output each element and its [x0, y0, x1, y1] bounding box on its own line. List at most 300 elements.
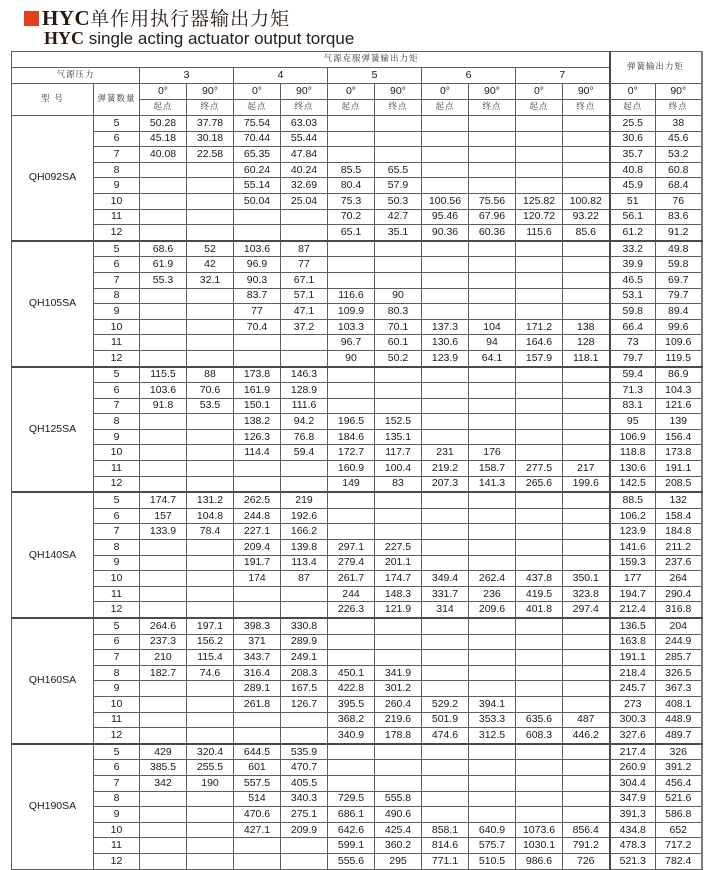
torque-value: 50.04	[234, 193, 281, 209]
torque-value: 301.2	[375, 681, 422, 697]
torque-value: 103.6	[140, 383, 187, 399]
title-chinese	[24, 4, 354, 30]
torque-value	[469, 147, 516, 163]
torque-value: 237.6	[656, 555, 702, 571]
torque-value	[422, 178, 469, 194]
start-point-header: 起点	[610, 100, 656, 116]
spring-output-header: 弹簧输出力矩	[610, 52, 702, 84]
torque-value	[469, 116, 516, 132]
torque-value	[187, 571, 234, 587]
spring-count: 12	[94, 602, 140, 618]
torque-value: 45.6	[656, 131, 702, 147]
torque-value: 157.9	[516, 350, 563, 366]
angle-0-header: 0°	[610, 84, 656, 100]
torque-value: 56.1	[610, 209, 656, 225]
torque-value: 60.36	[469, 225, 516, 241]
torque-value: 50.28	[140, 116, 187, 132]
torque-value: 118.8	[610, 445, 656, 461]
torque-value	[516, 775, 563, 791]
spring-count: 6	[94, 760, 140, 776]
torque-value	[422, 414, 469, 430]
torque-value: 73	[610, 335, 656, 351]
torque-value	[281, 209, 328, 225]
torque-value	[469, 650, 516, 666]
torque-value: 434.8	[610, 822, 656, 838]
torque-value: 70.4	[234, 319, 281, 335]
torque-value: 521.3	[610, 853, 656, 869]
torque-value	[375, 257, 422, 273]
torque-value: 65.35	[234, 147, 281, 163]
torque-value: 116.6	[328, 288, 375, 304]
torque-value: 686.1	[328, 807, 375, 823]
torque-value: 297.1	[328, 540, 375, 556]
torque-value: 106.2	[610, 508, 656, 524]
torque-value	[187, 838, 234, 854]
torque-value: 113.4	[281, 555, 328, 571]
table-row	[12, 131, 702, 147]
torque-value	[422, 508, 469, 524]
torque-value	[563, 131, 610, 147]
torque-value	[328, 147, 375, 163]
torque-value	[422, 398, 469, 414]
torque-value: 771.1	[422, 853, 469, 869]
spring-count: 8	[94, 665, 140, 681]
pressure-3: 3	[140, 68, 234, 84]
torque-value: 586.8	[656, 807, 702, 823]
spring-count: 9	[94, 807, 140, 823]
torque-value	[140, 225, 187, 241]
torque-value	[422, 791, 469, 807]
torque-value: 289.9	[281, 634, 328, 650]
model-name: QH190SA	[12, 744, 94, 869]
torque-value	[469, 429, 516, 445]
torque-value	[516, 492, 563, 508]
torque-value	[516, 634, 563, 650]
torque-value: 297.4	[563, 602, 610, 618]
torque-value	[516, 791, 563, 807]
model-name: QH140SA	[12, 492, 94, 618]
torque-value	[469, 272, 516, 288]
torque-value	[563, 288, 610, 304]
torque-value	[328, 634, 375, 650]
torque-value	[469, 807, 516, 823]
torque-value	[140, 602, 187, 618]
torque-value: 59.4	[281, 445, 328, 461]
spring-count: 12	[94, 225, 140, 241]
torque-value	[422, 131, 469, 147]
torque-value	[516, 744, 563, 760]
torque-value	[140, 335, 187, 351]
torque-value	[516, 241, 563, 257]
torque-value: 106.9	[610, 429, 656, 445]
torque-value: 191.7	[234, 555, 281, 571]
torque-value: 394.1	[469, 696, 516, 712]
torque-value	[187, 414, 234, 430]
torque-value: 347.9	[610, 791, 656, 807]
torque-value: 148.3	[375, 586, 422, 602]
torque-value: 95	[610, 414, 656, 430]
torque-value	[516, 681, 563, 697]
air-overcome-spring-header: 气源克服弹簧输出力矩	[12, 52, 610, 68]
torque-value: 90.3	[234, 272, 281, 288]
torque-value: 199.6	[563, 476, 610, 492]
torque-value: 132	[656, 492, 702, 508]
torque-value: 210	[140, 650, 187, 666]
table-row	[12, 383, 702, 399]
torque-value: 173.8	[656, 445, 702, 461]
start-point-header: 起点	[516, 100, 563, 116]
torque-value: 1073.6	[516, 822, 563, 838]
torque-value	[187, 288, 234, 304]
torque-value: 184.6	[328, 429, 375, 445]
spring-count: 8	[94, 540, 140, 556]
torque-value	[375, 618, 422, 634]
torque-value: 70.44	[234, 131, 281, 147]
table-row	[12, 492, 702, 508]
torque-value: 90.36	[422, 225, 469, 241]
torque-value	[422, 634, 469, 650]
spring-count: 9	[94, 304, 140, 320]
torque-value	[140, 791, 187, 807]
torque-value: 85.5	[328, 162, 375, 178]
torque-value: 601	[234, 760, 281, 776]
torque-value	[281, 728, 328, 744]
torque-value	[187, 162, 234, 178]
torque-value	[422, 162, 469, 178]
torque-value: 172.7	[328, 445, 375, 461]
torque-value	[422, 775, 469, 791]
torque-value	[563, 744, 610, 760]
torque-value: 182.7	[140, 665, 187, 681]
torque-value	[140, 304, 187, 320]
torque-value	[563, 367, 610, 383]
torque-value	[328, 367, 375, 383]
torque-value	[187, 304, 234, 320]
angle-90-header: 90°	[563, 84, 610, 100]
end-point-header: 终点	[469, 100, 516, 116]
torque-value: 227.1	[234, 524, 281, 540]
torque-value	[422, 524, 469, 540]
torque-value: 35.1	[375, 225, 422, 241]
torque-value: 61.2	[610, 225, 656, 241]
torque-value: 350.1	[563, 571, 610, 587]
torque-value	[375, 383, 422, 399]
torque-value	[469, 162, 516, 178]
torque-value	[234, 335, 281, 351]
torque-value: 83.6	[656, 209, 702, 225]
torque-value: 478.3	[610, 838, 656, 854]
torque-value	[563, 791, 610, 807]
torque-value: 521.6	[656, 791, 702, 807]
torque-value: 57.9	[375, 178, 422, 194]
torque-value: 470.6	[234, 807, 281, 823]
spring-count: 10	[94, 319, 140, 335]
torque-value: 237.3	[140, 634, 187, 650]
torque-value	[469, 760, 516, 776]
torque-value	[469, 744, 516, 760]
torque-value	[187, 853, 234, 869]
table-row	[12, 461, 702, 477]
spring-count: 11	[94, 712, 140, 728]
air-pressure-label: 气源压力	[12, 68, 140, 84]
spring-count: 9	[94, 429, 140, 445]
torque-value	[516, 131, 563, 147]
torque-value	[469, 131, 516, 147]
torque-value: 88.5	[610, 492, 656, 508]
torque-table	[11, 51, 703, 870]
red-square-icon	[24, 11, 39, 26]
torque-value	[516, 508, 563, 524]
torque-value: 208.3	[281, 665, 328, 681]
torque-value: 487	[563, 712, 610, 728]
torque-value	[328, 524, 375, 540]
torque-value	[422, 241, 469, 257]
torque-value	[422, 665, 469, 681]
torque-value: 277.5	[516, 461, 563, 477]
torque-value	[422, 555, 469, 571]
title-cn-text: 单作用执行器输出力矩	[90, 7, 291, 30]
spring-count: 6	[94, 508, 140, 524]
torque-value: 75.3	[328, 193, 375, 209]
torque-value	[469, 775, 516, 791]
torque-value: 68.4	[656, 178, 702, 194]
torque-value	[563, 492, 610, 508]
torque-value: 316.8	[656, 602, 702, 618]
torque-value: 51	[610, 193, 656, 209]
torque-value: 197.1	[187, 618, 234, 634]
torque-value: 86.9	[656, 367, 702, 383]
torque-value: 74.6	[187, 665, 234, 681]
torque-value: 37.78	[187, 116, 234, 132]
torque-value: 87	[281, 241, 328, 257]
spring-count: 8	[94, 162, 140, 178]
torque-value	[187, 712, 234, 728]
torque-value: 40.08	[140, 147, 187, 163]
torque-value: 138.2	[234, 414, 281, 430]
torque-value: 71.3	[610, 383, 656, 399]
torque-value: 50.2	[375, 350, 422, 366]
torque-value: 1030.1	[516, 838, 563, 854]
torque-value: 208.5	[656, 476, 702, 492]
angle-0-header: 0°	[328, 84, 375, 100]
torque-value	[140, 681, 187, 697]
torque-value	[140, 445, 187, 461]
torque-value	[516, 116, 563, 132]
spring-count: 6	[94, 383, 140, 399]
torque-value	[328, 272, 375, 288]
torque-value	[375, 775, 422, 791]
torque-value	[140, 288, 187, 304]
torque-value	[375, 116, 422, 132]
torque-value	[422, 760, 469, 776]
torque-value: 125.82	[516, 193, 563, 209]
spring-count: 8	[94, 791, 140, 807]
torque-value: 391.2	[656, 760, 702, 776]
torque-value: 49.8	[656, 241, 702, 257]
torque-value: 111.6	[281, 398, 328, 414]
torque-value: 304.4	[610, 775, 656, 791]
torque-value: 260.9	[610, 760, 656, 776]
torque-value	[187, 319, 234, 335]
pressure-5: 5	[328, 68, 422, 84]
torque-value: 341.9	[375, 665, 422, 681]
torque-value: 93.22	[563, 209, 610, 225]
torque-value: 448.9	[656, 712, 702, 728]
spring-count: 5	[94, 744, 140, 760]
torque-value: 128	[563, 335, 610, 351]
torque-value	[516, 429, 563, 445]
torque-value: 137.3	[422, 319, 469, 335]
torque-value	[281, 712, 328, 728]
spring-count: 5	[94, 618, 140, 634]
model-name: QH092SA	[12, 116, 94, 241]
torque-value	[375, 131, 422, 147]
torque-value: 575.7	[469, 838, 516, 854]
torque-value: 33.2	[610, 241, 656, 257]
torque-value	[422, 116, 469, 132]
torque-value	[187, 476, 234, 492]
end-point-header: 终点	[563, 100, 610, 116]
torque-value	[328, 131, 375, 147]
torque-value	[328, 398, 375, 414]
torque-value	[375, 367, 422, 383]
torque-value: 371	[234, 634, 281, 650]
torque-value: 427.1	[234, 822, 281, 838]
torque-value: 158.7	[469, 461, 516, 477]
title-block	[24, 4, 354, 49]
torque-value: 70.2	[328, 209, 375, 225]
torque-value	[140, 822, 187, 838]
torque-value: 194.7	[610, 586, 656, 602]
torque-value: 104.3	[656, 383, 702, 399]
torque-value: 264.6	[140, 618, 187, 634]
torque-value	[375, 492, 422, 508]
torque-value	[187, 225, 234, 241]
torque-value: 37.2	[281, 319, 328, 335]
torque-value: 555.6	[328, 853, 375, 869]
torque-value: 109.9	[328, 304, 375, 320]
table-row	[12, 193, 702, 209]
spring-count: 7	[94, 650, 140, 666]
torque-value	[187, 335, 234, 351]
torque-value: 244	[328, 586, 375, 602]
torque-value: 96.9	[234, 257, 281, 273]
torque-value	[516, 257, 563, 273]
spring-count: 11	[94, 586, 140, 602]
torque-value	[422, 304, 469, 320]
torque-value: 79.7	[656, 288, 702, 304]
torque-value	[563, 429, 610, 445]
table-row	[12, 116, 702, 132]
torque-value: 152.5	[375, 414, 422, 430]
torque-value: 191.1	[610, 650, 656, 666]
torque-value	[281, 586, 328, 602]
table-row	[12, 665, 702, 681]
torque-value: 474.6	[422, 728, 469, 744]
torque-value	[375, 524, 422, 540]
torque-value: 146.3	[281, 367, 328, 383]
torque-value: 217.4	[610, 744, 656, 760]
pressure-4: 4	[234, 68, 328, 84]
torque-value: 275.1	[281, 807, 328, 823]
model-name: QH160SA	[12, 618, 94, 744]
torque-value	[281, 853, 328, 869]
torque-value: 126.3	[234, 429, 281, 445]
torque-value: 557.5	[234, 775, 281, 791]
torque-value: 385.5	[140, 760, 187, 776]
spring-count: 9	[94, 178, 140, 194]
torque-value: 40.8	[610, 162, 656, 178]
torque-value: 231	[422, 445, 469, 461]
torque-value: 115.6	[516, 225, 563, 241]
torque-value: 330.8	[281, 618, 328, 634]
torque-value: 207.3	[422, 476, 469, 492]
torque-value	[469, 791, 516, 807]
torque-value: 142.5	[610, 476, 656, 492]
torque-value	[140, 162, 187, 178]
torque-value: 119.5	[656, 350, 702, 366]
torque-value: 53.5	[187, 398, 234, 414]
table-row	[12, 241, 702, 257]
torque-value: 279.4	[328, 555, 375, 571]
torque-value	[234, 209, 281, 225]
table-row	[12, 744, 702, 760]
end-point-header: 终点	[281, 100, 328, 116]
torque-value: 79.7	[610, 350, 656, 366]
table-row	[12, 288, 702, 304]
torque-value: 157	[140, 508, 187, 524]
torque-value: 217	[563, 461, 610, 477]
table-row	[12, 398, 702, 414]
torque-value	[563, 807, 610, 823]
torque-value: 273	[610, 696, 656, 712]
torque-value	[422, 807, 469, 823]
torque-value	[563, 257, 610, 273]
angle-0-header: 0°	[422, 84, 469, 100]
torque-value: 858.1	[422, 822, 469, 838]
torque-value: 320.4	[187, 744, 234, 760]
torque-value: 249.1	[281, 650, 328, 666]
torque-value: 729.5	[328, 791, 375, 807]
torque-value	[187, 807, 234, 823]
spring-count: 5	[94, 241, 140, 257]
torque-value: 149	[328, 476, 375, 492]
spring-count: 11	[94, 461, 140, 477]
torque-value: 219.6	[375, 712, 422, 728]
torque-value: 80.3	[375, 304, 422, 320]
torque-value: 39.9	[610, 257, 656, 273]
torque-value: 118.1	[563, 350, 610, 366]
table-row	[12, 367, 702, 383]
torque-value: 331.7	[422, 586, 469, 602]
torque-value	[516, 665, 563, 681]
torque-value: 135.1	[375, 429, 422, 445]
torque-value	[469, 634, 516, 650]
torque-value	[140, 571, 187, 587]
torque-value	[281, 350, 328, 366]
torque-value	[469, 383, 516, 399]
torque-value: 456.4	[656, 775, 702, 791]
table-row	[12, 602, 702, 618]
torque-value: 32.1	[187, 272, 234, 288]
torque-value: 408.1	[656, 696, 702, 712]
torque-value	[328, 650, 375, 666]
torque-value	[516, 272, 563, 288]
table-row	[12, 712, 702, 728]
torque-value	[234, 712, 281, 728]
torque-value: 128.9	[281, 383, 328, 399]
torque-value: 42.7	[375, 209, 422, 225]
